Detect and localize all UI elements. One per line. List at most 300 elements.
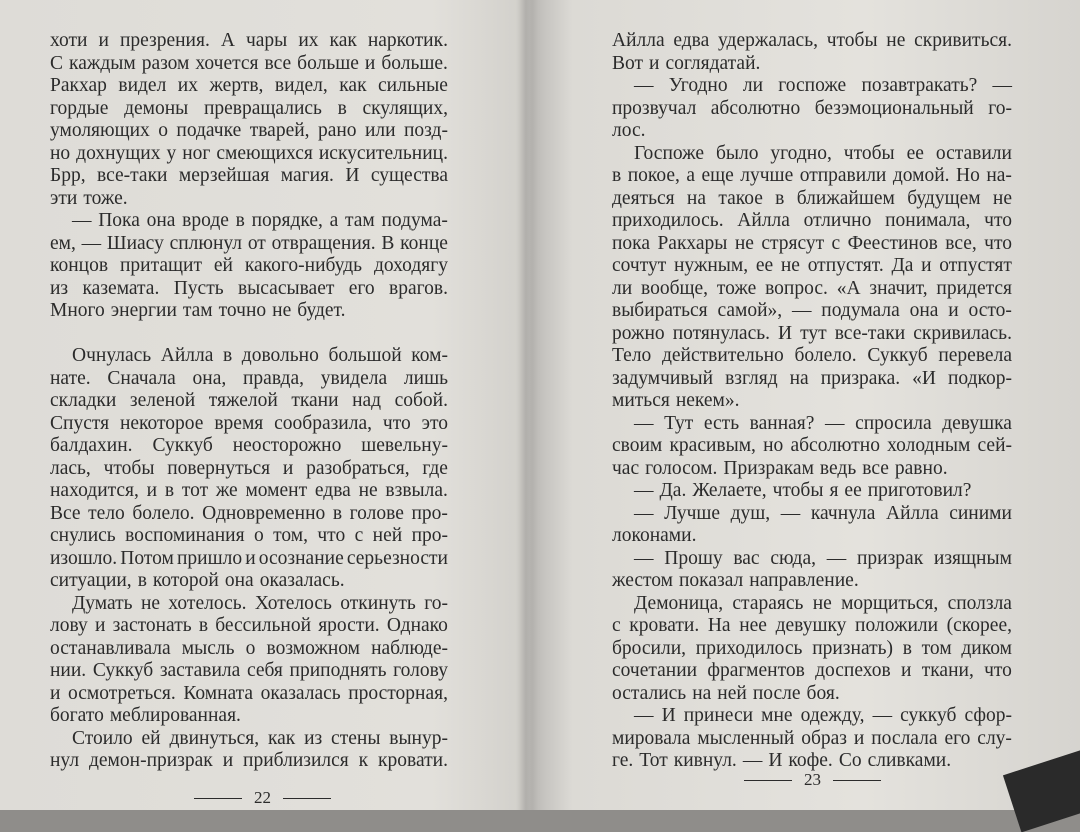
word: Ракхар [50, 75, 107, 96]
word: принеси [683, 705, 754, 726]
word: какого-нибудь [244, 255, 363, 276]
word: в [137, 570, 147, 591]
word: гордые [50, 97, 109, 119]
text-line [612, 480, 1012, 503]
word: призрака. [820, 367, 901, 389]
word: Брр, [50, 165, 86, 186]
word: Госпоже [634, 142, 705, 164]
word: же [215, 480, 238, 501]
word: в [902, 637, 912, 659]
text-line [50, 750, 448, 773]
text-line [50, 458, 448, 481]
word: призрак [856, 547, 924, 569]
word: приподнять [289, 660, 387, 681]
word: а [686, 165, 695, 186]
word: И [768, 750, 783, 771]
word: с [831, 232, 841, 254]
word: отправили [799, 165, 887, 186]
page-number-text: 22 [254, 788, 271, 807]
word: стены [331, 727, 381, 749]
text-line [50, 728, 448, 751]
word: чтобы [826, 30, 878, 51]
word: ней [372, 525, 403, 546]
word: сочтут [612, 255, 667, 276]
word: Лучше [664, 502, 721, 524]
word: о [245, 637, 256, 659]
word: что [984, 660, 1012, 681]
word: перевела [938, 345, 1012, 366]
word: покое, [627, 165, 680, 186]
word: магия. [280, 165, 334, 186]
word: не [812, 592, 832, 614]
word: Пусть [173, 277, 224, 299]
text-line [50, 548, 448, 571]
word: потянулась. [672, 322, 771, 344]
word: Сначала [107, 367, 176, 389]
word: «И [912, 367, 936, 389]
word: пока [612, 232, 651, 254]
text-line [612, 210, 1012, 233]
text-line [612, 705, 1012, 728]
text-line [612, 98, 1012, 121]
text-line [50, 98, 448, 121]
text-line [50, 53, 448, 76]
word: чтобы [772, 480, 824, 501]
word: и [146, 480, 158, 501]
text-line [50, 368, 448, 391]
word: На [707, 615, 731, 636]
word: каждым [69, 52, 136, 74]
word: ситуации, [50, 570, 132, 591]
word: в [612, 165, 622, 186]
word: эти [50, 187, 78, 209]
word: прозвучал [612, 97, 697, 119]
word: над [352, 390, 382, 411]
word: сей- [977, 435, 1012, 456]
left-page [50, 30, 448, 773]
word: и [364, 52, 376, 74]
text-line [50, 233, 448, 256]
word: их [177, 75, 198, 96]
word: безэмоциональный [814, 97, 974, 119]
word: Стоило [72, 727, 133, 749]
text-line [50, 435, 448, 458]
word: складки [50, 390, 117, 411]
word: Спустя [50, 412, 110, 434]
word: Пока [98, 210, 140, 231]
word: ног [182, 142, 211, 164]
word: деяться [612, 187, 675, 209]
word: холодным [887, 435, 971, 456]
text-line [50, 255, 448, 278]
word: некоторое [119, 412, 204, 434]
word: — [634, 705, 654, 726]
word: голосом. [645, 457, 718, 479]
word: концов [50, 255, 109, 276]
word: его [944, 727, 971, 749]
word: и [98, 30, 109, 51]
word: момент [245, 480, 308, 501]
word: откинуть [340, 592, 416, 614]
word: лась, [50, 457, 91, 479]
word: Тут [664, 412, 694, 434]
word: ее [755, 255, 774, 276]
word: том [921, 637, 952, 659]
word: в [198, 615, 209, 636]
word: Айлла [886, 502, 939, 524]
word: все [862, 457, 889, 479]
word: которой [152, 570, 219, 591]
word: в [235, 210, 245, 231]
word: Шиасу [106, 232, 164, 254]
word: ком- [411, 345, 448, 366]
text-line [50, 480, 448, 503]
word: снулись [50, 525, 116, 546]
word: серьезности [346, 547, 448, 569]
word: и [948, 300, 959, 321]
word: душ, [730, 502, 771, 524]
word: Демоница, [634, 592, 724, 614]
word: болело. [794, 345, 857, 366]
word: конце [400, 232, 448, 254]
word: останавливала [50, 637, 171, 659]
word: довольно [241, 345, 319, 366]
word: в [337, 97, 347, 119]
word: соглядатай. [665, 52, 761, 74]
word: нужным, [673, 255, 749, 276]
word: увидела [320, 367, 388, 389]
text-line [612, 660, 1012, 683]
word: от [247, 232, 266, 254]
text-line [612, 368, 1012, 391]
text-line [612, 120, 1012, 143]
word: не [780, 255, 800, 276]
word: Призракам [723, 457, 814, 479]
text-line [50, 30, 448, 53]
word: мировала [612, 727, 691, 749]
word: Много [50, 300, 105, 321]
text-line [50, 705, 448, 728]
word: мне [761, 705, 793, 726]
word: но [50, 142, 71, 164]
text-line [612, 75, 1012, 98]
word: доспехов [815, 660, 891, 681]
word: и [245, 547, 256, 569]
text-line [612, 638, 1012, 661]
right-page [612, 30, 1012, 773]
word: том, [273, 525, 308, 546]
word: нее [739, 615, 767, 636]
word: приблизился [243, 750, 349, 771]
word: у [166, 142, 177, 164]
word: их [298, 30, 319, 51]
word: и [282, 457, 294, 479]
text-line [612, 413, 1012, 436]
word: балдахин. [50, 435, 133, 456]
word: осто- [968, 300, 1012, 321]
word: нии. [50, 660, 87, 681]
word: А [220, 30, 235, 51]
word: не [140, 592, 161, 614]
word: го- [988, 97, 1012, 119]
word: где [422, 457, 448, 479]
word: синими [949, 502, 1012, 524]
word: зеленой [129, 390, 196, 411]
word: это [421, 412, 448, 434]
word: — [634, 75, 654, 96]
word: Все [50, 502, 81, 524]
text-line [612, 278, 1012, 301]
word: было [715, 142, 759, 164]
word: приходилось [695, 637, 803, 659]
word: она [224, 570, 254, 591]
word: повернуться [167, 457, 271, 479]
word: больше. [381, 52, 448, 74]
text-line [50, 75, 448, 98]
word: подумала [821, 300, 900, 321]
text-line [612, 458, 1012, 481]
word: осмотреться. [67, 682, 176, 704]
word: Суккуб [867, 345, 928, 366]
word: приходилось. [612, 210, 724, 231]
word: ем, [50, 232, 76, 254]
word: будущем [907, 187, 981, 209]
word: отлично [803, 210, 872, 231]
word: — [634, 412, 654, 434]
text-line [612, 435, 1012, 458]
word: наркотик. [367, 30, 448, 51]
word: Айлла [612, 30, 665, 51]
word: жестом [612, 570, 673, 591]
word: остались [612, 682, 687, 704]
word: самой», [717, 300, 783, 321]
word: сфор- [964, 705, 1012, 726]
text-line [612, 615, 1012, 638]
word: все-таки [97, 165, 168, 186]
word: а [329, 210, 339, 231]
word: оставили [935, 142, 1012, 164]
word: жертв, [209, 75, 264, 96]
word: все-таки [834, 322, 906, 344]
word: возможном [266, 637, 360, 659]
text-line [50, 615, 448, 638]
text-line [50, 143, 448, 166]
word: отпустят. [807, 255, 884, 276]
word: время [214, 412, 264, 434]
folio-rule [833, 780, 881, 781]
word: лучше [740, 165, 794, 186]
word: суккуб [900, 705, 957, 726]
text-line [612, 728, 1012, 751]
text-line [612, 143, 1012, 166]
word: я [829, 480, 839, 501]
paragraph-gap [50, 323, 448, 346]
word: ее [844, 480, 862, 501]
word: разом [141, 52, 190, 74]
word: из [304, 727, 323, 749]
word: кофе. [788, 750, 833, 771]
word: застонать [112, 615, 192, 636]
word: нул [50, 750, 80, 771]
word: ли [742, 75, 764, 96]
word: на [789, 367, 809, 389]
word: Угодно [668, 75, 728, 96]
word: или [364, 120, 396, 141]
word: мысленный [697, 727, 795, 749]
word: вроде [182, 210, 229, 231]
word: бессильной [215, 615, 312, 636]
word: но [763, 435, 784, 456]
word: красивым, [669, 435, 756, 456]
word: умоляющих [50, 120, 150, 141]
word: ли [612, 277, 633, 299]
word: голове [349, 502, 404, 524]
word: — [825, 412, 845, 434]
word: «А [836, 277, 861, 299]
text-line [50, 345, 448, 368]
word: Суккуб [152, 435, 213, 456]
word: чтобы [843, 142, 895, 164]
word: и [649, 52, 660, 74]
word: его [348, 277, 375, 299]
word: И [661, 705, 676, 726]
text-line [50, 120, 448, 143]
word: с [354, 525, 364, 546]
word: Тело [612, 345, 652, 366]
word: в [164, 480, 175, 501]
word: будет. [297, 300, 346, 321]
folio-rule [744, 780, 792, 781]
word: искусительниц. [318, 142, 448, 164]
text-line [50, 638, 448, 661]
word: изошло. [50, 547, 118, 569]
word: выбираться [612, 300, 708, 321]
word: и [222, 750, 234, 771]
text-line [612, 683, 1012, 706]
word: стараясь [732, 592, 804, 614]
word: сильные [378, 75, 448, 96]
word: на- [986, 165, 1012, 186]
word: просторная, [348, 682, 448, 704]
word: тело [88, 502, 125, 524]
word: Да. [659, 480, 687, 501]
word: богато [50, 705, 104, 726]
word: некем». [675, 390, 740, 411]
word: нате. [50, 367, 91, 389]
word: вас [733, 547, 760, 569]
word: угодно, [770, 142, 832, 164]
word: не [358, 480, 378, 501]
word: — [780, 502, 801, 524]
word: есть [703, 412, 740, 434]
word: не [734, 232, 754, 254]
word: о [253, 525, 264, 546]
text-line [50, 165, 448, 188]
word: взвыла. [385, 480, 448, 501]
word: про- [411, 525, 448, 546]
word: хотелось. [168, 592, 247, 614]
word: о [158, 120, 168, 141]
word: направление. [749, 570, 859, 591]
word: Хотелось [254, 592, 332, 614]
word: тут [800, 322, 827, 344]
word: кровати. [629, 615, 700, 636]
word: одежду, [800, 705, 865, 726]
word: В [381, 232, 395, 254]
word: Желаете, [692, 480, 767, 501]
word: шевельну- [361, 435, 448, 456]
word: как [339, 75, 367, 96]
word: Вот [612, 52, 644, 74]
text-line [612, 570, 1012, 593]
text-line [50, 210, 448, 233]
word: ярости. [318, 615, 380, 636]
word: ней [717, 682, 747, 704]
word: своим [612, 435, 663, 456]
text-line [612, 255, 1012, 278]
word: приготовил? [867, 480, 972, 501]
word: вообще, [641, 277, 709, 299]
word: она [909, 300, 939, 321]
word: в [775, 187, 785, 209]
word: болело. [132, 502, 195, 524]
word: лишь [403, 367, 448, 389]
text-line [612, 525, 1012, 548]
word: миться [612, 390, 670, 411]
text-line [612, 323, 1012, 346]
word: демоны [124, 97, 189, 119]
word: послала [871, 727, 938, 749]
word: большой [328, 345, 402, 366]
word: Айлла [737, 210, 790, 231]
word: все, [945, 232, 977, 254]
word: еще [701, 165, 734, 186]
word: Потом [120, 547, 174, 569]
word: меблированная. [109, 705, 241, 726]
word: она, [192, 367, 227, 389]
word: тоже [716, 277, 757, 299]
left-page-number [182, 788, 343, 808]
word: подкор- [947, 367, 1012, 389]
word: спросила [855, 412, 932, 434]
word: действительно [661, 345, 784, 366]
word: позд- [404, 120, 448, 141]
word: сплюнул [169, 232, 243, 254]
word: Очнулась [72, 345, 152, 366]
word: Айлла [160, 345, 214, 366]
word: мысль [181, 637, 235, 659]
word: морщиться, [841, 592, 939, 614]
word: оказалась. [259, 570, 345, 591]
word: Думать [72, 592, 133, 614]
word: домой. [892, 165, 950, 186]
word: едва [314, 480, 351, 501]
word: Прошу [664, 547, 723, 569]
word: про- [411, 502, 448, 524]
word: больше [297, 52, 359, 74]
word: — [634, 547, 654, 569]
word: удержалась, [718, 30, 818, 51]
text-line [612, 188, 1012, 211]
word: осознание [258, 547, 344, 569]
word: чтобы [103, 457, 155, 479]
word: позавтракать? [861, 75, 978, 96]
word: что [382, 412, 411, 434]
word: — [992, 75, 1012, 96]
word: доходягу [373, 255, 448, 276]
word: — [791, 300, 812, 321]
word: скулящих, [362, 97, 448, 119]
